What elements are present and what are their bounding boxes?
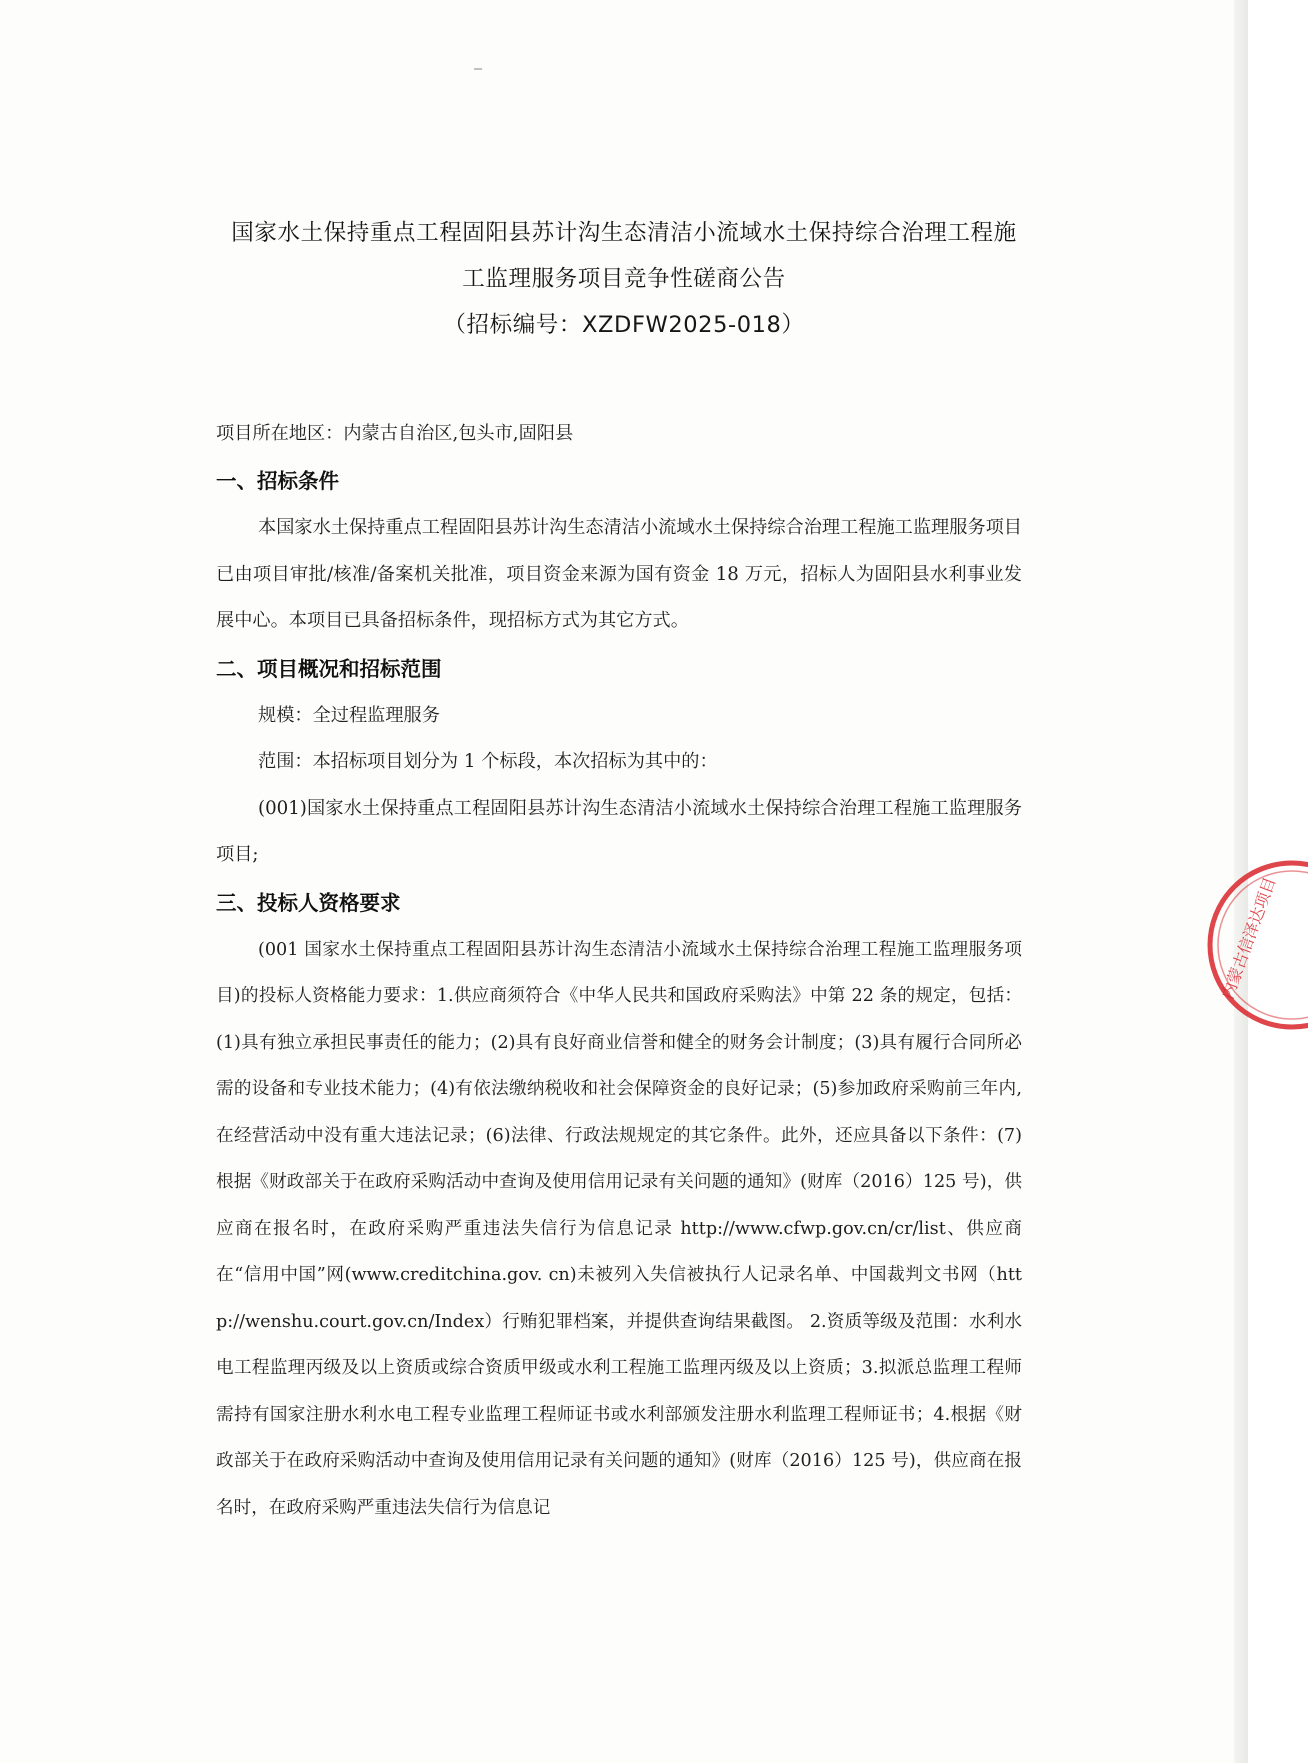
document-body <box>216 410 1022 1531</box>
title-line-2: 工监理服务项目竞争性磋商公告 <box>462 266 786 292</box>
lot-item: (001)国家水土保持重点工程固阳县苏计沟生态清洁小流域水土保持综合治理工程施工监理服务项目; <box>216 797 1022 865</box>
document-title <box>0 210 1248 348</box>
title-line-1: 国家水土保持重点工程固阳县苏计沟生态清洁小流域水土保持综合治理工程施 <box>231 220 1017 246</box>
section-3-body: (001 国家水土保持重点工程固阳县苏计沟生态清洁小流域水土保持综合治理工程施工监理服务项目)的投标人资格能力要求：1.供应商须符合《中华人民共和国政府采购法》中第 22 条的规定，包括：(1)具有独立承担民事责任的能力；(2)具有良好商业信誉和健全的财务会计制度；(3)具有履行合同所必需的设备和专业技术能力；(4)有依法缴纳税收和社会保障资金的良好记录；(5)参加政府采购前三年内,在经营活动中没有重大违法记录；(6)法律、行政法规规定的其它条件。此外，还应具备以下条件：(7)根据《财政部关于在政府采购活动中查询及使用信用记录有关问题的通知》(财库（2016）125 号)，供应商在报名时，在政府采购严重违法失信行为信息记录 http://www.cfwp.gov.cn/cr/list、供应商在“信用中国”网(www.creditchina.gov. cn)未被列入失信被执行人记录名单、中国裁判文书网（http://wenshu.court.gov.cn/Index）行贿犯罪档案，并提供查询结果截图。 2.资质等级及范围：水利水电工程监理丙级及以上资质或综合资质甲级或水利工程施工监理丙级及以上资质；3.拟派总监理工程师需持有国家注册水利水电工程专业监理工程师证书或水利部颁发注册水利监理工程师证书；4.根据《财政部关于在政府采购活动中查询及使用信用记录有关问题的通知》(财库（2016）125 号)，供应商在报名时，在政府采购严重违法失信行为信息记 <box>216 939 1022 1518</box>
scan-speck <box>474 68 482 70</box>
project-scope: 范围：本招标项目划分为 1 个标段，本次招标为其中的： <box>258 751 718 772</box>
tender-number: （招标编号：XZDFW2025-018） <box>443 312 805 338</box>
official-seal-stamp <box>1196 850 1308 1040</box>
svg-text:内蒙古信泽达项目: 内蒙古信泽达项目 <box>1217 874 1280 1002</box>
section-3-heading: 三、投标人资格要求 <box>216 890 401 915</box>
project-scale: 规模：全过程监理服务 <box>258 704 440 726</box>
section-2-heading: 二、项目概况和招标范围 <box>216 656 442 681</box>
section-1-heading: 一、招标条件 <box>216 469 339 493</box>
section-1-body: 本国家水土保持重点工程固阳县苏计沟生态清洁小流域水土保持综合治理工程施工监理服务项目已由项目审批/核准/备案机关批准，项目资金来源为国有资金 18 万元，招标人为固阳县水利事业发展中心。本项目已具备招标条件，现招标方式为其它方式。 <box>216 517 1022 631</box>
project-location: 项目所在地区：内蒙古自治区,包头市,固阳县 <box>216 423 574 444</box>
